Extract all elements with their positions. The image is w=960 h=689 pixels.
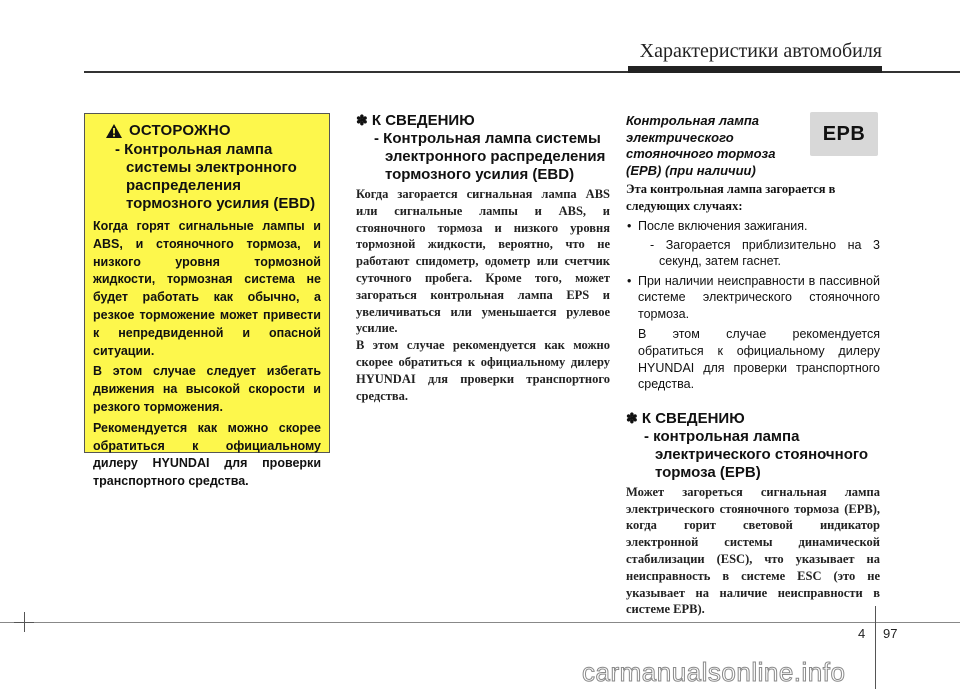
epb-intro: Эта контрольная лампа загорается в следующих случаях:	[626, 182, 836, 213]
epb-dash-item: - Загорается приблизительно на 3 секунд, затем гаснет.	[650, 237, 880, 268]
warning-paragraph: Рекомендуется как можно скорее обратиться к официальному дилеру HYUNDAI для проверки транспортного средства.	[93, 420, 321, 489]
chapter-number: 4	[858, 626, 866, 641]
crop-mark	[14, 622, 34, 623]
page-header-title: Характеристики автомобиля	[639, 40, 882, 62]
warning-triangle-icon	[105, 123, 123, 139]
epb-column	[626, 111, 880, 618]
info-section-epb	[626, 409, 880, 618]
warning-paragraph: Когда горят сигнальные лампы и ABS, и стояночного тормоза, и низкого уровня тормозной жидкости, тормозная система не будет работать как обычно, а резкое торможение может привести к непредвиденной и опасной ситуации.	[93, 219, 321, 358]
epb-bullet-continuation: В этом случае рекомендуется обратиться к официальному дилеру HYUNDAI для проверки транспортного средства.	[638, 327, 880, 392]
note-star-icon: ✽	[356, 112, 368, 128]
info-body-2: В этом случае рекомендуется как можно скорее обратиться к официальному дилеру HYUNDAI для проверки транспортного средства.	[356, 338, 610, 403]
info-heading	[626, 409, 880, 428]
info-title: К СВЕДЕНИЮ	[371, 112, 475, 129]
page-number-divider	[875, 606, 876, 689]
info-title: К СВЕДЕНИЮ	[641, 409, 745, 427]
warning-box	[84, 113, 330, 489]
info-section-ebd	[356, 111, 610, 404]
watermark: carmanualsonline.info	[582, 657, 846, 687]
footer-rule	[0, 622, 960, 623]
info-subtitle: - Контрольная лампа системы электронного распределения тормозного усилия (EBD)	[374, 130, 606, 183]
epb-indicator-icon: EPB	[810, 112, 878, 156]
info-body: Когда загорается сигнальная лампа ABS или сигнальные лампы и ABS, и стояночного тормоза и низкого уровня тормозной жидкости, вероятно, что не работают спидометр, одометр или счетчик суточного пробега. Кроме того, может загораться контрольная лампа EPS и увеличиваться или уменьшается рулевое усилие.	[356, 187, 610, 336]
warning-paragraph: В этом случае следует избегать движения на высокой скорости и резкого торможения.	[93, 364, 321, 414]
page-number: 97	[883, 626, 898, 641]
header-rule-accent	[628, 66, 882, 73]
info-body: Может загореться сигнальная лампа электрического стояночного тормоза (EPB), когда горит световой индикатор электронной системы динамической стабилизации (ESC), что указывает на неисправность в системе ESC (это не указывает на наличие неисправности в системе EPB).	[626, 484, 880, 617]
epb-bullet: • После включения зажигания.	[626, 218, 880, 235]
warning-subtitle: - Контрольная лампа системы электронного распределения тормозного усилия (EBD)	[115, 141, 316, 212]
warning-header	[105, 122, 321, 139]
epb-heading-block	[626, 111, 880, 181]
epb-title: Контрольная лампа электрического стояночного тормоза (EPB) (при наличии)	[626, 113, 776, 178]
info-heading	[356, 111, 610, 130]
note-star-icon: ✽	[626, 409, 638, 426]
warning-title: ОСТОРОЖНО	[129, 122, 231, 139]
epb-bullet: • При наличии неисправности в пассивной системе электрического стояночного тормоза.	[626, 273, 880, 323]
info-subtitle: - контрольная лампа электрического стояночного тормоза (EPB)	[644, 427, 869, 481]
